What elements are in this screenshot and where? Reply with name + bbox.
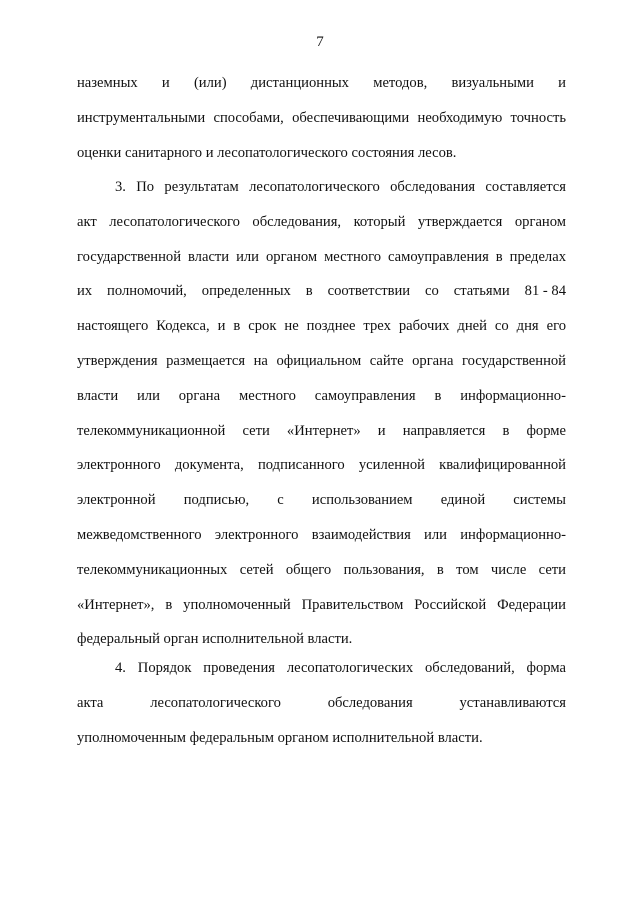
word: акта bbox=[77, 694, 104, 711]
word: наземных bbox=[77, 75, 138, 91]
paragraph-4 bbox=[77, 651, 566, 755]
word: статьями bbox=[453, 283, 510, 300]
word: (или) bbox=[193, 75, 227, 91]
word: со bbox=[425, 283, 439, 300]
word: электронной bbox=[77, 492, 156, 509]
text-line: телекоммуникационных сетей общего пользования, в том числе сети bbox=[77, 561, 566, 578]
paragraph-3 bbox=[77, 170, 566, 657]
word: органа bbox=[178, 387, 221, 404]
word: местного bbox=[238, 387, 296, 404]
word: и bbox=[558, 75, 566, 91]
word: устанавливаются bbox=[459, 694, 566, 711]
word: направляется bbox=[402, 422, 486, 439]
word: в bbox=[305, 283, 313, 300]
word: определенных bbox=[201, 283, 291, 300]
page-number: 7 bbox=[316, 34, 324, 50]
word: 81 - 84 bbox=[524, 283, 566, 300]
text-line bbox=[77, 66, 566, 101]
text-line: уполномоченным федеральным органом исполнительной власти. bbox=[77, 729, 483, 746]
text-line: акт лесопатологического обследования, который утверждается органом bbox=[77, 213, 566, 230]
text-line: государственной власти или органом местного самоуправления в пределах bbox=[77, 248, 566, 265]
word: в bbox=[434, 387, 442, 404]
text-line bbox=[77, 414, 566, 449]
word: и bbox=[161, 75, 170, 91]
word: визуальными bbox=[451, 75, 534, 91]
word: власти bbox=[77, 387, 119, 404]
text-line bbox=[77, 379, 566, 414]
word: или bbox=[136, 387, 160, 404]
word: их bbox=[77, 283, 93, 300]
word: в bbox=[502, 422, 510, 439]
word: лесопатологического bbox=[150, 694, 281, 711]
text-line: 4. Порядок проведения лесопатологических обследований, форма bbox=[115, 660, 566, 676]
word: сети bbox=[242, 422, 270, 439]
word: обследования bbox=[327, 694, 413, 711]
word: полномочий, bbox=[107, 283, 187, 300]
text-line: инструментальными способами, обеспечивающими необходимую точность bbox=[77, 109, 566, 126]
text-line: утверждения размещается на официальном сайте органа государственной bbox=[77, 352, 566, 369]
text-line: настоящего Кодекса, и в срок не позднее трех рабочих дней со дня его bbox=[77, 318, 566, 335]
text-line bbox=[77, 686, 566, 721]
paragraph-continuation bbox=[77, 66, 566, 170]
text-line bbox=[77, 483, 566, 518]
text-line: 3. По результатам лесопатологического обследования составляется bbox=[115, 179, 566, 195]
word: информационно- bbox=[460, 387, 566, 404]
word: самоуправления bbox=[314, 387, 416, 404]
text-line: межведомственного электронного взаимодействия или информационно- bbox=[77, 526, 566, 543]
text-line bbox=[77, 274, 566, 309]
word: соответствии bbox=[327, 283, 411, 300]
text-line: электронного документа, подписанного усиленной квалифицированной bbox=[77, 457, 566, 474]
word: форме bbox=[526, 422, 566, 439]
word: методов, bbox=[373, 75, 428, 91]
word: системы bbox=[513, 492, 566, 509]
word: подписью, bbox=[183, 492, 250, 509]
text-line: федеральный орган исполнительной власти. bbox=[77, 631, 353, 648]
text-line: «Интернет», в уполномоченный Правительством Российской Федерации bbox=[77, 596, 566, 613]
word: телекоммуникационной bbox=[77, 422, 226, 439]
word: и bbox=[377, 422, 386, 439]
word: дистанционных bbox=[250, 75, 349, 91]
word: единой bbox=[440, 492, 486, 509]
word: «Интернет» bbox=[286, 422, 361, 439]
word: с bbox=[277, 492, 284, 509]
text-line: оценки санитарного и лесопатологического состояния лесов. bbox=[77, 144, 457, 161]
word: использованием bbox=[311, 492, 413, 509]
